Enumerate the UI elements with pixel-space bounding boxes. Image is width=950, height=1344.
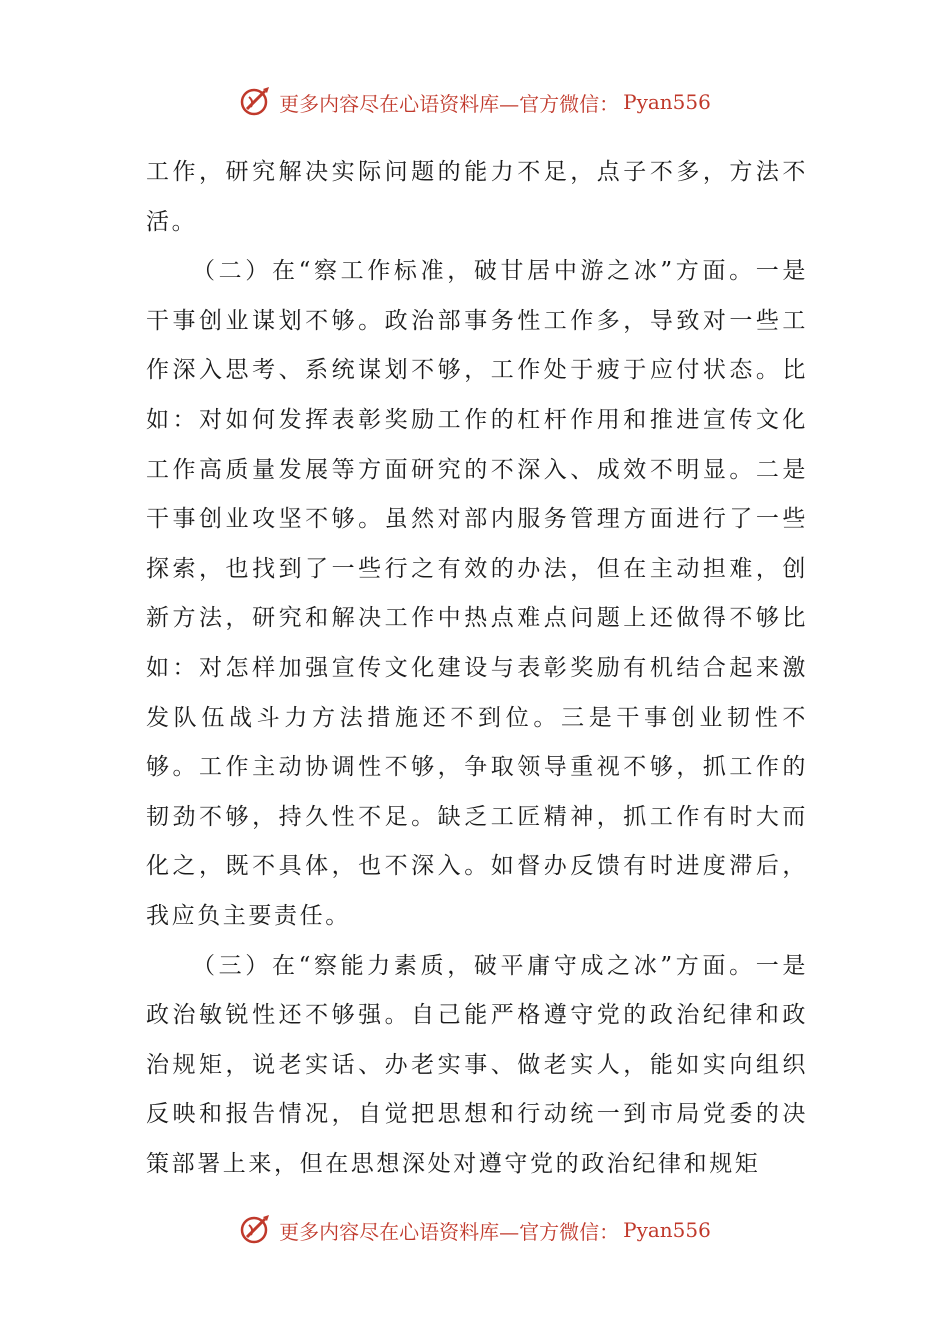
header-banner-contact: Pyan556 <box>623 90 711 114</box>
paragraph-3: （三）在“察能力素质，破平庸守成之冰”方面。一是政治敏锐性还不够强。自己能严格遵守党的政治纪律和政治规矩，说老实话、办老实事、做老实人，能如实向组织反映和报告情况，自觉把思想和行动统一到市局党委的决策部署上来，但在思想深处对遵守党的政治纪律和规矩 <box>146 952 808 1177</box>
header-banner <box>0 82 950 122</box>
footer-banner-contact: Pyan556 <box>623 1218 711 1242</box>
pen-logo-icon <box>239 1213 273 1247</box>
footer-banner-text: 更多内容尽在心语资料库—官方微信： <box>279 1219 620 1244</box>
paragraph-1: 工作，研究解决实际问题的能力不足，点子不多，方法不活。 <box>146 159 808 235</box>
footer-banner <box>0 1210 950 1250</box>
pen-logo-icon <box>239 85 273 119</box>
paragraph-2: （二）在“察工作标准，破甘居中游之冰”方面。一是干事创业谋划不够。政治部事务性工作多，导致对一些工作深入思考、系统谋划不够，工作处于疲于应付状态。比如：对如何发挥表彰奖励工作的杠杆作用和推进宣传文化工作高质量发展等方面研究的不深入、成效不明显。二是干事创业攻坚不够。虽然对部内服务管理方面进行了一些探索，也找到了一些行之有效的办法，但在主动担难，创新方法，研究和解决工作中热点难点问题上还做得不够比如：对怎样加强宣传文化建设与表彰奖励有机结合起来激发队伍战斗力方法措施还不到位。三是干事创业韧性不够。工作主动协调性不够，争取领导重视不够，抓工作的韧劲不够，持久性不足。缺乏工匠精神，抓工作有时大而化之，既不具体，也不深入。如督办反馈有时进度滞后，我应负主要责任。 <box>146 258 808 929</box>
header-banner-text: 更多内容尽在心语资料库—官方微信： <box>279 91 620 116</box>
document-body <box>146 148 808 1189</box>
